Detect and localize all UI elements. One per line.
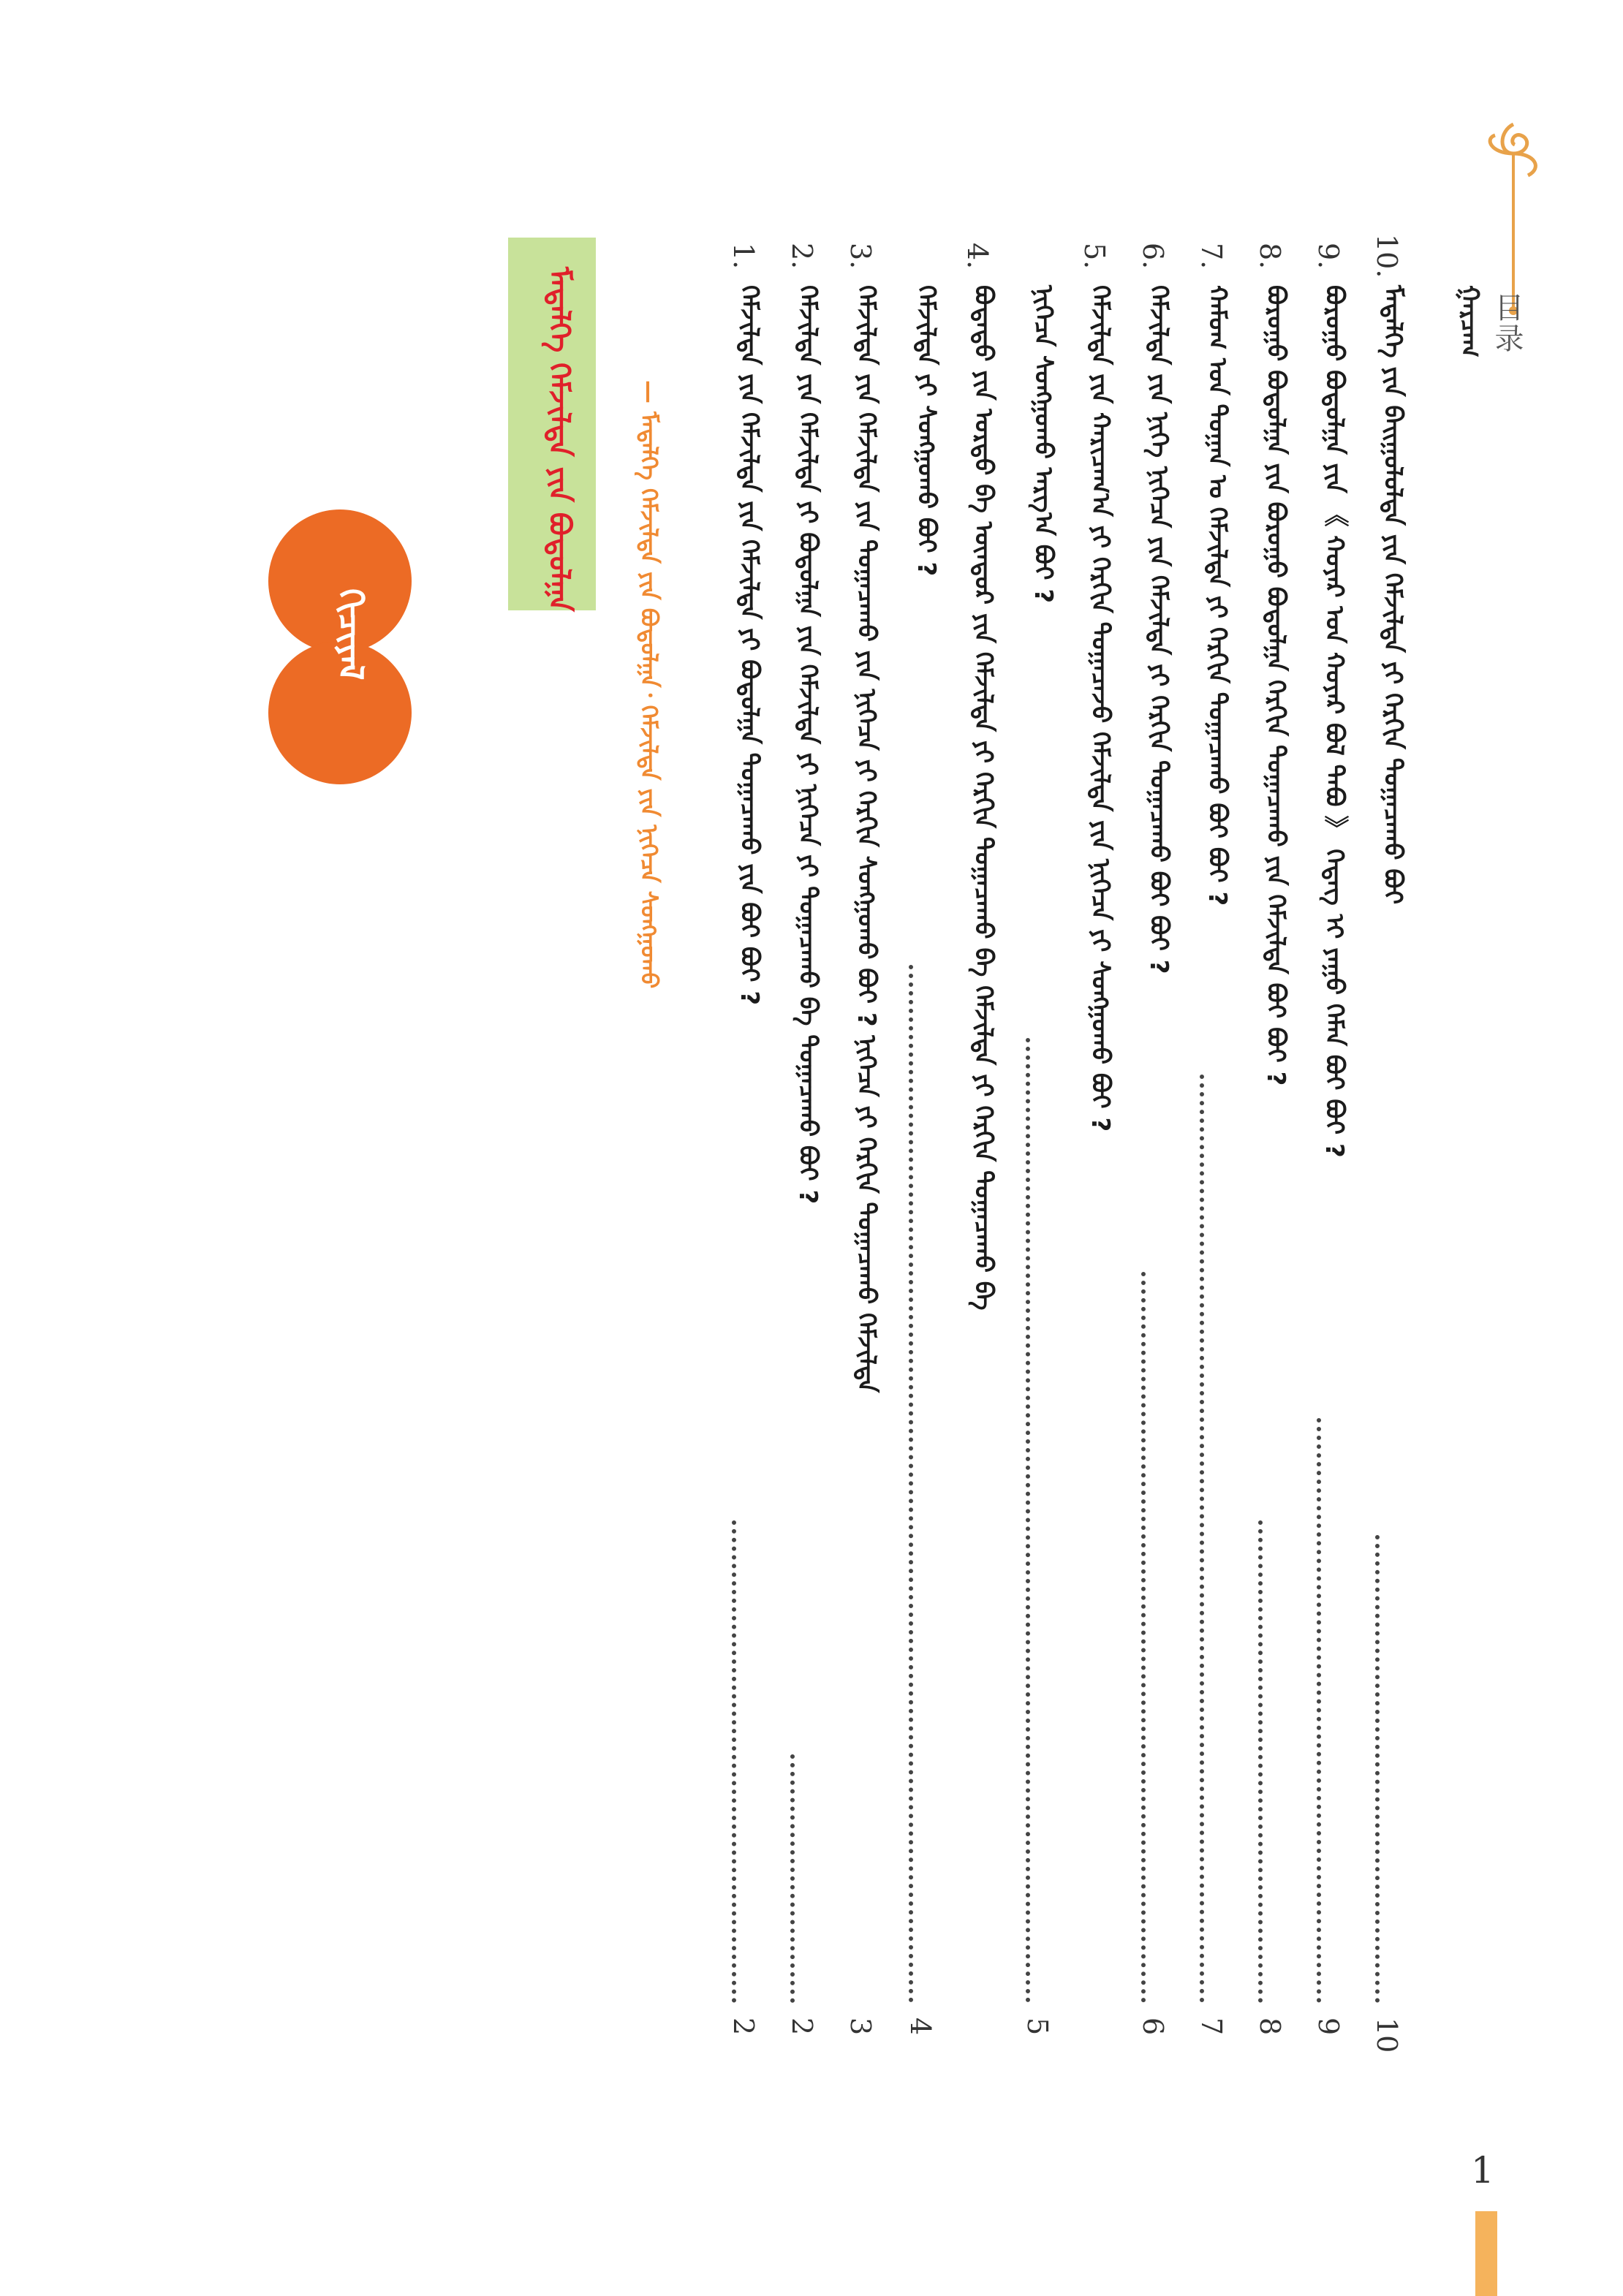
toc-entry-number: 8. — [1254, 242, 1286, 270]
toc-entry-page: 10 — [1371, 2017, 1403, 2053]
unit-badge-label: ᠬᠢᠴᠢᠶᠡᠯ — [331, 588, 371, 681]
unit-title: ᠮᠡᠳᠡᠯᠭᠡ ᠬᠡᠮᠵᠢᠯᠳᠡ ᠶᠢᠨ ᠪᠤᠳᠤᠯᠭᠠ — [542, 267, 576, 612]
toc-entry-page: 7 — [1195, 2017, 1227, 2036]
toc-entry-number: 10. — [1371, 234, 1403, 279]
toc-entry-number: 1. — [727, 242, 760, 270]
unit-badge — [267, 508, 413, 786]
toc-entry-title: ᠬᠡᠮᠵᠢᠯᠳᠡ ᠶᠢᠨ ᠨᠢᠭᠡ ᠨᠢᠭᠡᠴᠡ ᠶᠢᠨ ᠬᠡᠮᠵᠢᠯᠳᠡ ᠶᠢ ᠬᠡᠷᠬᠢᠨ ᠲᠣᠭᠠᠴᠠᠬᠤ ᠪᠤᠢ ᠪᠤᠢ ? — [1144, 285, 1173, 974]
toc-entry-page: 4 — [904, 2017, 937, 2036]
toc-entry[interactable] — [1021, 234, 1166, 2061]
page-edge-tab — [1475, 2211, 1497, 2296]
toc-entry-page: 5 — [1021, 2017, 1053, 2036]
toc-entry-number: 6. — [1137, 242, 1169, 270]
toc-leader-dots — [732, 1520, 758, 2003]
toc-entry-title: ᠬᠡᠮᠵᠢᠯᠳᠡ ᠶᠢᠨ ᠬᠠᠷᠢᠴᠠᠭ᠎ᠠ ᠶᠢ ᠬᠡᠷᠬᠢᠨ ᠲᠣᠭᠠᠴᠠᠵᠤ ᠬᠡᠮᠵᠢᠯᠳᠡ ᠶᠢᠨ ᠨᠢᠭᠡᠴᠡ ᠶᠢ ᠰᠣᠩᠭᠤᠬᠤ ᠪᠤᠢ ? — [1086, 285, 1115, 1132]
toc-header-mongol: ᠭᠠᠷᠴᠠᠭ — [1455, 285, 1484, 357]
toc-entry-title: ᠬᠡᠮᠵᠢᠯᠳᠡ ᠶᠢᠨ ᠬᠡᠮᠵᠢᠯᠳᠡ ᠶᠢ ᠪᠤᠳᠤᠯᠭᠠ ᠶᠢᠨ ᠬᠡᠮᠵᠢᠯᠳᠡ ᠶᠢ ᠨᠢᠭᠡᠴᠡ ᠶᠢ ᠲᠣᠭᠠᠴᠠᠬᠤ ᠪᠠ ᠲᠣᠭᠠᠴᠠᠬᠤ ᠪᠤᠢ ? — [793, 285, 822, 1205]
page-number: 1 — [1471, 2149, 1494, 2191]
toc-header-label: 目录 — [1490, 292, 1524, 354]
toc-entry-page: 9 — [1312, 2017, 1344, 2036]
toc-entry-title-continued: ᠬᠡᠮᠵᠢᠯᠳᠡ ᠶᠢ ᠰᠣᠩᠭᠤᠬᠤ ᠪᠤᠢ ? — [912, 285, 941, 577]
toc-entry-number: 7. — [1195, 242, 1227, 270]
toc-entry-page: 2 — [727, 2017, 760, 2036]
toc-entry-title: ᠬᠡᠮᠵᠢᠯᠳᠡ ᠶᠢᠨ ᠬᠡᠮᠵᠢᠯᠳᠡ ᠶᠢᠨ ᠬᠡᠮᠵᠢᠯᠳᠡ ᠶᠢ ᠪᠤᠳᠤᠯᠭᠠ ᠲᠣᠭᠠᠴᠠᠬᠤ ᠶᠢᠨ ᠪᠤᠢ ᠪᠤᠢ ? — [735, 285, 764, 1006]
toc-entry-number: 4. — [961, 242, 994, 270]
toc-entry-title: ᠪᠣᠳᠠᠲᠤ ᠶᠢᠨ ᠤᠷᠳᠤ ᠪᠠ ᠥᠨᠳᠥᠷ ᠶᠢᠨ ᠬᠡᠮᠵᠢᠯᠳᠡ ᠶᠢ ᠬᠡᠷᠬᠢᠨ ᠲᠣᠭᠠᠴᠠᠬᠤ ᠪᠠ ᠬᠡᠮᠵᠢᠯᠳᠡ ᠶᠢ ᠬᠡᠷᠬᠢᠨ ᠲᠣᠭᠠᠴᠠᠬᠤ ᠪᠠ — [969, 285, 998, 1311]
toc-entry-title-continued: ᠨᠢᠭᠡᠴᠡ ᠰᠣᠩᠭᠤᠬᠤ ᠠᠷᠭ᠎ᠠ ᠪᠤᠢ ? — [1029, 285, 1058, 604]
toc-entry[interactable] — [727, 234, 815, 2061]
toc-entry-title: ᠮᠡᠳᠡᠯᠭᠡ ᠶᠢᠨ ᠪᠠᠢᠭᠤᠯᠤᠯᠳᠠ ᠶᠢᠨ ᠬᠡᠮᠵᠢᠯᠳᠡ ᠶᠢ ᠬᠡᠷᠬᠢᠨ ᠲᠣᠭᠠᠴᠠᠬᠤ ᠪᠤᠢ — [1378, 285, 1407, 905]
toc-entry-number: 5. — [1078, 242, 1111, 270]
toc-entry-title: ᠪᠤᠷᠤᠭᠤ ᠪᠤᠳᠤᠯᠭᠠ ᠶᠢᠨ 《 ᠬᠣᠶᠠᠷ ᠤᠨ ᠬᠣᠶᠠᠷ ᠪᠣᠯ ᠲᠠᠪᠤ 》 ᠭᠡᠳᠡᠭ ᠢ ᠶᠠᠭᠤ ᠬᠡᠮᠡᠨ ᠪᠤᠢ ᠪᠤᠢ ? — [1320, 285, 1349, 1158]
toc-entry-page: 8 — [1254, 2017, 1286, 2036]
toc-entry-number: 9. — [1312, 242, 1344, 270]
toc-entry[interactable] — [904, 234, 1049, 2061]
unit-title-box — [508, 238, 596, 610]
unit-subtitle: — ᠮᠡᠳᠡᠯᠭᠡ ᠬᠡᠮᠵᠢᠯᠳᠡ ᠶᠢᠨ ᠪᠤᠳᠤᠯᠭᠠ᠂ ᠬᠡᠮᠵᠢᠯᠳᠡ ᠶᠢᠨ ᠨᠢᠭᠡᠴᠡ ᠰᠣᠩᠭᠤᠬᠤ — [635, 380, 663, 989]
toc-entry-page: 3 — [844, 2017, 877, 2036]
toc-entry-page: 2 — [786, 2017, 818, 2036]
toc-entry-title: ᠬᠠᠮᠤᠭ ᠤᠨ ᠲᠣᠭᠠᠨ ᠤ ᠬᠡᠮᠵᠢᠯᠳᠡ ᠶᠢ ᠬᠡᠷᠬᠢᠨ ᠲᠣᠭᠠᠴᠠᠬᠤ ᠪᠤᠢ ᠪᠤᠢ ? — [1203, 285, 1232, 906]
toc-entry-page: 6 — [1137, 2017, 1169, 2036]
toc-entry-title: ᠪᠤᠷᠤᠭᠤ ᠪᠤᠳᠤᠯᠭᠠ ᠶᠢᠨ ᠪᠤᠷᠤᠭᠤ ᠪᠤᠳᠤᠯᠭᠠ ᠬᠡᠷᠬᠢᠨ ᠲᠣᠭᠠᠴᠠᠬᠤ ᠶᠢᠨ ᠬᠡᠮᠵᠢᠯᠳᠡ ᠪᠤᠢ ᠪᠤᠢ ? — [1261, 285, 1290, 1086]
toc-entry-number: 2. — [786, 242, 818, 270]
toc-entry-number: 3. — [844, 242, 877, 270]
toc-entry-title: ᠬᠡᠮᠵᠢᠯᠳᠡ ᠶᠢᠨ ᠬᠡᠮᠵᠢᠯᠳᠡ ᠶᠢᠨ ᠲᠣᠭᠠᠴᠠᠬᠤ ᠶᠢᠨ ᠨᠢᠭᠡᠴᠡ ᠶᠢ ᠬᠡᠷᠬᠢᠨ ᠰᠣᠩᠭᠤᠬᠤ ᠪᠤᠢ ? ᠨᠢᠭᠡᠴᠡ ᠶᠢ ᠬᠡᠷᠬᠢᠨ ᠲᠣᠭᠠᠴᠠᠬᠤ ᠬᠡᠮᠵᠢᠯᠳᠡ — [852, 285, 881, 1393]
